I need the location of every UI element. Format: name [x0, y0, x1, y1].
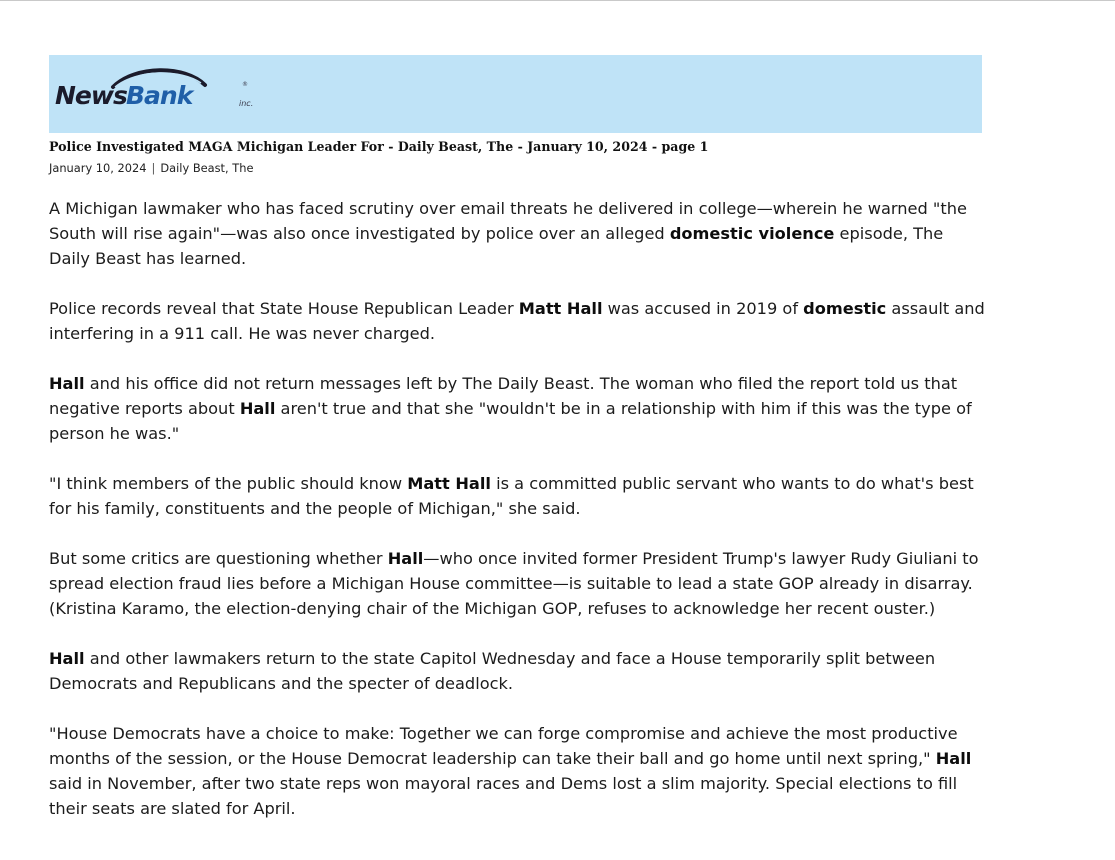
highlighted-term: domestic violence	[669, 224, 835, 243]
top-border	[0, 0, 1115, 1]
highlighted-term: domestic	[803, 299, 887, 318]
highlighted-term: Hall	[49, 649, 85, 668]
paragraph-text: and other lawmakers return to the state Capitol Wednesday and face a House temporarily split between Democrats and Republicans and the specter of deadlock.	[49, 649, 936, 693]
highlighted-term: Hall	[49, 374, 85, 393]
paragraph-text: assault and interfering in a 911 call. He was never charged.	[49, 299, 985, 343]
document-source: Daily Beast, The	[160, 161, 254, 175]
paragraph-text: Police records reveal that State House Republican Leader	[49, 299, 519, 318]
article-paragraph	[49, 471, 989, 521]
article-paragraph	[49, 196, 989, 271]
article-body	[49, 196, 989, 846]
highlighted-term: Hall	[239, 399, 276, 418]
paragraph-text: "I think members of the public should know	[49, 474, 408, 493]
svg-text:®: ®	[242, 81, 248, 88]
svg-text:News: News	[55, 81, 127, 110]
highlighted-term: Matt Hall	[518, 299, 603, 318]
paragraph-text: and his office did not return messages left by The Daily Beast. The woman who filed the report told us that negative reports about	[49, 374, 958, 418]
document-title: Police Investigated MAGA Michigan Leader For - Daily Beast, The - January 10, 2024 - page 1	[49, 139, 709, 154]
document-date: January 10, 2024	[49, 161, 147, 175]
article-paragraph	[49, 546, 989, 621]
paragraph-text: —who once invited former President Trump's lawyer Rudy Giuliani to spread election fraud lies before a Michigan House committee—is suitable to lead a state GOP already in disarray. (Kristina Karamo, the election-denying chair of the Michigan GOP, refuses to acknowledge her recent ouster.)	[49, 549, 979, 618]
article-paragraph	[49, 371, 989, 446]
highlighted-term: Hall	[387, 549, 424, 568]
paragraph-text: said in November, after two state reps won mayoral races and Dems lost a slim majority. Special elections to fill their seats are slated for April.	[49, 774, 958, 818]
document-meta	[49, 161, 253, 176]
highlighted-term: Matt Hall	[407, 474, 491, 493]
meta-separator: |	[151, 161, 156, 175]
svg-text:Bank: Bank	[126, 81, 193, 110]
paragraph-text: episode, The Daily Beast has learned.	[49, 224, 944, 268]
paragraph-text: was accused in 2019 of	[602, 299, 804, 318]
newsbank-logo[interactable]	[55, 67, 265, 117]
article-paragraph	[49, 721, 989, 821]
article-paragraph	[49, 296, 989, 346]
article-paragraph	[49, 646, 989, 696]
svg-text:inc.: inc.	[239, 99, 254, 108]
paragraph-text: "House Democrats have a choice to make: Together we can forge compromise and achieve the most productive months of the session, or the House Democrat leadership can take their ball and go home until next spring,"	[49, 724, 958, 768]
paragraph-text: is a committed public servant who wants to do what's best for his family, constituents and the people of Michigan," she said.	[49, 474, 974, 518]
paragraph-text: aren't true and that she "wouldn't be in a relationship with him if this was the type of person he was."	[49, 399, 972, 443]
paragraph-text: A Michigan lawmaker who has faced scrutiny over email threats he delivered in college—wherein he warned "the South will rise again"—was also once investigated by police over an alleged	[49, 199, 967, 243]
newsbank-header-banner	[49, 55, 982, 133]
highlighted-term: Hall	[935, 749, 972, 768]
paragraph-text: But some critics are questioning whether	[49, 549, 388, 568]
